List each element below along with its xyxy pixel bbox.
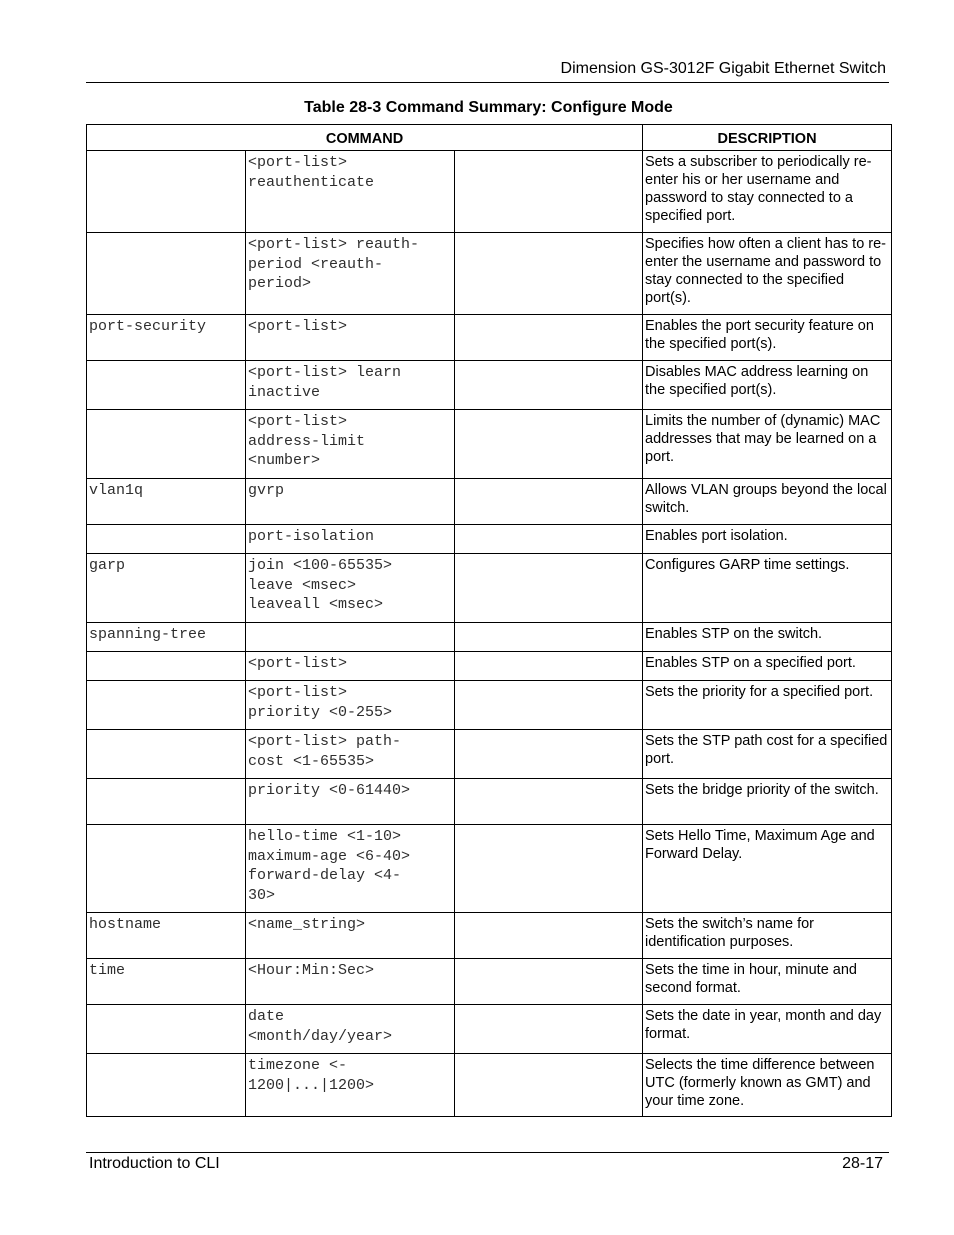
table-row	[87, 730, 892, 779]
description-cell: Configures GARP time settings.	[643, 554, 892, 623]
subcommand-cell	[246, 623, 455, 652]
command-cell	[87, 361, 246, 410]
footer-divider	[86, 1152, 889, 1153]
description-cell: Specifies how often a client has to re-enter the username and password to stay connected to the specified port(s).	[643, 233, 892, 315]
subcommand-cell: <Hour:Min:Sec>	[246, 959, 455, 1005]
argument-cell	[455, 315, 643, 361]
subcommand-cell: <port-list> path- cost <1-65535>	[246, 730, 455, 779]
document-header-title: Dimension GS-3012F Gigabit Ethernet Switch	[560, 60, 886, 77]
command-cell	[87, 681, 246, 730]
table-row	[87, 959, 892, 1005]
subcommand-cell: join <100-65535> leave <msec> leaveall <msec>	[246, 554, 455, 623]
subcommand-cell: <name_string>	[246, 913, 455, 959]
description-cell: Sets the time in hour, minute and second format.	[643, 959, 892, 1005]
command-cell: port-security	[87, 315, 246, 361]
command-cell: time	[87, 959, 246, 1005]
command-cell	[87, 525, 246, 554]
table-row	[87, 479, 892, 525]
description-cell: Enables STP on a specified port.	[643, 652, 892, 681]
argument-cell	[455, 959, 643, 1005]
subcommand-cell: <port-list> reauth- period <reauth- period>	[246, 233, 455, 315]
description-cell: Sets the date in year, month and day format.	[643, 1005, 892, 1054]
command-cell: hostname	[87, 913, 246, 959]
argument-cell	[455, 1005, 643, 1054]
command-cell	[87, 410, 246, 479]
description-cell: Sets the priority for a specified port.	[643, 681, 892, 730]
footer-page-number: 28-17	[842, 1155, 883, 1172]
description-cell: Sets the switch’s name for identification purposes.	[643, 913, 892, 959]
command-cell: spanning-tree	[87, 623, 246, 652]
header-divider	[86, 82, 889, 83]
argument-cell	[455, 410, 643, 479]
subcommand-cell: <port-list> reauthenticate	[246, 151, 455, 233]
table-row	[87, 623, 892, 652]
command-cell: vlan1q	[87, 479, 246, 525]
argument-cell	[455, 554, 643, 623]
argument-cell	[455, 652, 643, 681]
command-cell	[87, 825, 246, 913]
subcommand-cell: <port-list> learn inactive	[246, 361, 455, 410]
argument-cell	[455, 361, 643, 410]
description-cell: Enables the port security feature on the specified port(s).	[643, 315, 892, 361]
table-row	[87, 913, 892, 959]
command-cell	[87, 652, 246, 681]
subcommand-cell: <port-list> priority <0-255>	[246, 681, 455, 730]
subcommand-cell: date <month/day/year>	[246, 1005, 455, 1054]
description-cell: Disables MAC address learning on the specified port(s).	[643, 361, 892, 410]
command-cell	[87, 151, 246, 233]
argument-cell	[455, 525, 643, 554]
description-cell: Enables port isolation.	[643, 525, 892, 554]
subcommand-cell: gvrp	[246, 479, 455, 525]
table-row	[87, 652, 892, 681]
table-row	[87, 361, 892, 410]
argument-cell	[455, 151, 643, 233]
description-cell: Sets a subscriber to periodically re-enter his or her username and password to stay connected to a specified port.	[643, 151, 892, 233]
table-row	[87, 825, 892, 913]
argument-cell	[455, 730, 643, 779]
description-cell: Allows VLAN groups beyond the local switch.	[643, 479, 892, 525]
subcommand-cell: <port-list>	[246, 652, 455, 681]
table-row	[87, 1054, 892, 1117]
command-summary-table	[86, 124, 892, 1117]
subcommand-cell: hello-time <1-10> maximum-age <6-40> forward-delay <4- 30>	[246, 825, 455, 913]
argument-cell	[455, 779, 643, 825]
description-cell: Sets Hello Time, Maximum Age and Forward Delay.	[643, 825, 892, 913]
table-row	[87, 1005, 892, 1054]
argument-cell	[455, 233, 643, 315]
argument-cell	[455, 681, 643, 730]
command-cell	[87, 1054, 246, 1117]
description-cell: Enables STP on the switch.	[643, 623, 892, 652]
subcommand-cell: priority <0-61440>	[246, 779, 455, 825]
table-row	[87, 681, 892, 730]
table-row	[87, 151, 892, 233]
command-column-header: COMMAND	[87, 125, 643, 151]
description-cell: Sets the bridge priority of the switch.	[643, 779, 892, 825]
command-cell	[87, 1005, 246, 1054]
subcommand-cell: <port-list> address-limit <number>	[246, 410, 455, 479]
table-header-row	[87, 125, 892, 151]
subcommand-cell: <port-list>	[246, 315, 455, 361]
footer-chapter-title: Introduction to CLI	[89, 1155, 220, 1172]
description-cell: Limits the number of (dynamic) MAC addresses that may be learned on a port.	[643, 410, 892, 479]
table-row	[87, 410, 892, 479]
command-cell	[87, 779, 246, 825]
table-caption: Table 28-3 Command Summary: Configure Mode	[304, 99, 673, 116]
table-row	[87, 233, 892, 315]
description-cell: Sets the STP path cost for a specified port.	[643, 730, 892, 779]
table-row	[87, 315, 892, 361]
command-cell	[87, 730, 246, 779]
argument-cell	[455, 623, 643, 652]
argument-cell	[455, 913, 643, 959]
subcommand-cell: timezone <- 1200|...|1200>	[246, 1054, 455, 1117]
description-cell: Selects the time difference between UTC (formerly known as GMT) and your time zone.	[643, 1054, 892, 1117]
subcommand-cell: port-isolation	[246, 525, 455, 554]
table-row	[87, 554, 892, 623]
command-cell: garp	[87, 554, 246, 623]
table-row	[87, 779, 892, 825]
argument-cell	[455, 1054, 643, 1117]
description-column-header: DESCRIPTION	[643, 125, 892, 151]
argument-cell	[455, 479, 643, 525]
argument-cell	[455, 825, 643, 913]
command-cell	[87, 233, 246, 315]
table-row	[87, 525, 892, 554]
